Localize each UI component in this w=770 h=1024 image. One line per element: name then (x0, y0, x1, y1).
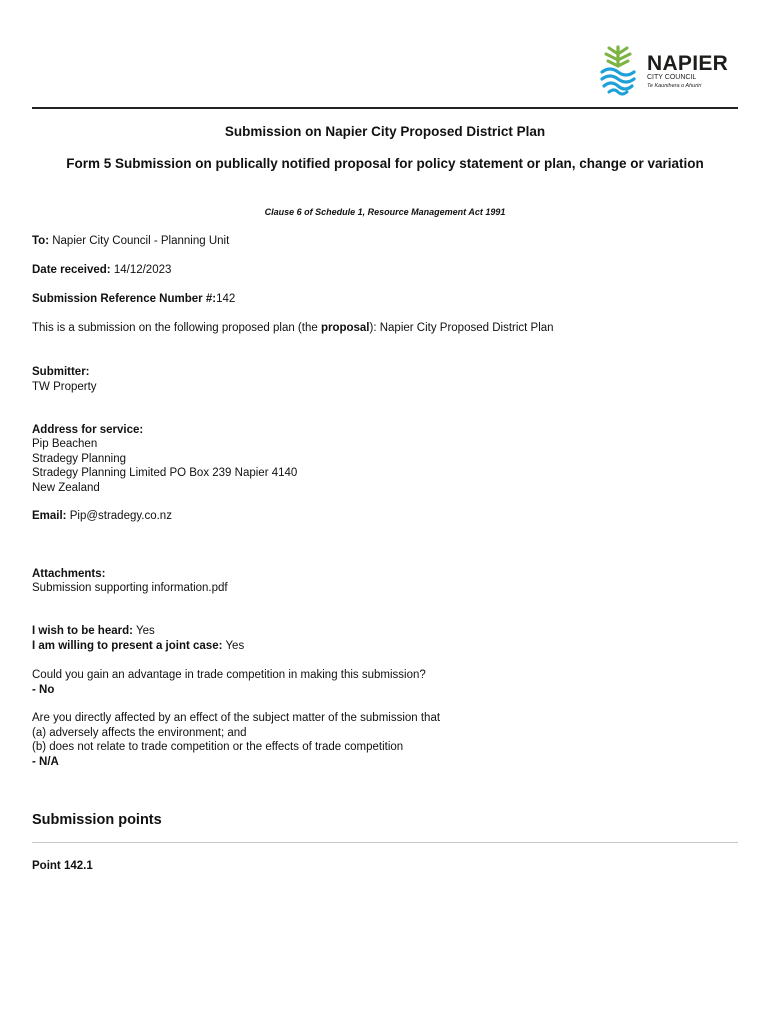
affected-question: Are you directly affected by an effect of the subject matter of the submission that (32, 712, 441, 724)
napier-logo (598, 42, 728, 98)
date-label: Date received: (32, 264, 111, 276)
date-line (32, 263, 171, 278)
proposal-line (32, 321, 554, 336)
logo-subtitle: CITY COUNCIL (647, 74, 697, 81)
joint-case-line (32, 639, 244, 654)
attachment-file: Submission supporting information.pdf (32, 582, 228, 594)
email-line (32, 509, 172, 524)
affected-item-a: (a) adversely affects the environment; and (32, 727, 247, 739)
email-label: Email: (32, 510, 67, 522)
joint-case-value: Yes (225, 640, 245, 652)
date-value: 14/12/2023 (113, 264, 172, 276)
submitter-label: Submitter: (32, 366, 90, 378)
address-label: Address for service: (32, 424, 144, 436)
heard-line (32, 624, 155, 639)
napier-emblem-icon (598, 44, 638, 96)
submitter-name: TW Property (32, 381, 97, 393)
to-line (32, 234, 229, 249)
section-divider (32, 842, 738, 843)
submission-points-heading: Submission points (32, 812, 162, 828)
proposal-prefix: This is a submission on the following proposed plan (the (32, 322, 321, 334)
form-title: Form 5 Submission on publically notified proposal for policy statement or plan, change or variation (66, 156, 704, 171)
joint-case-label: I am willing to present a joint case: (32, 640, 223, 652)
clause-reference: Clause 6 of Schedule 1, Resource Management Act 1991 (264, 207, 506, 217)
address-line: Pip Beachen (32, 438, 98, 450)
proposal-term: proposal (320, 322, 370, 334)
document-title: Submission on Napier City Proposed District Plan (224, 124, 546, 139)
address-line: Stradegy Planning Limited PO Box 239 Napier 4140 (32, 467, 298, 479)
logo-wordmark: NAPIER (647, 52, 729, 75)
to-label: To: (32, 235, 50, 247)
attachments-label: Attachments: (32, 568, 106, 580)
affected-answer: - N/A (32, 756, 59, 768)
trade-answer: - No (32, 684, 55, 696)
email-value: Pip@stradegy.co.nz (69, 510, 172, 522)
trade-question: Could you gain an advantage in trade competition in making this submission? (32, 669, 426, 681)
proposal-suffix: ): Napier City Proposed District Plan (369, 322, 554, 334)
reference-label: Submission Reference Number #: (32, 293, 217, 305)
to-value: Napier City Council - Planning Unit (52, 235, 230, 247)
reference-value: 142 (216, 293, 236, 305)
heard-label: I wish to be heard: (32, 625, 133, 637)
point-label: Point 142.1 (32, 860, 93, 872)
reference-line (32, 292, 235, 307)
heard-value: Yes (135, 625, 155, 637)
address-line: Stradegy Planning (32, 453, 126, 465)
logo-tagline: Te Kaunihera o Ahuriri (647, 83, 702, 89)
affected-item-b: (b) does not relate to trade competition or the effects of trade competition (32, 741, 404, 753)
address-line: New Zealand (32, 482, 100, 494)
header-divider (32, 107, 738, 109)
